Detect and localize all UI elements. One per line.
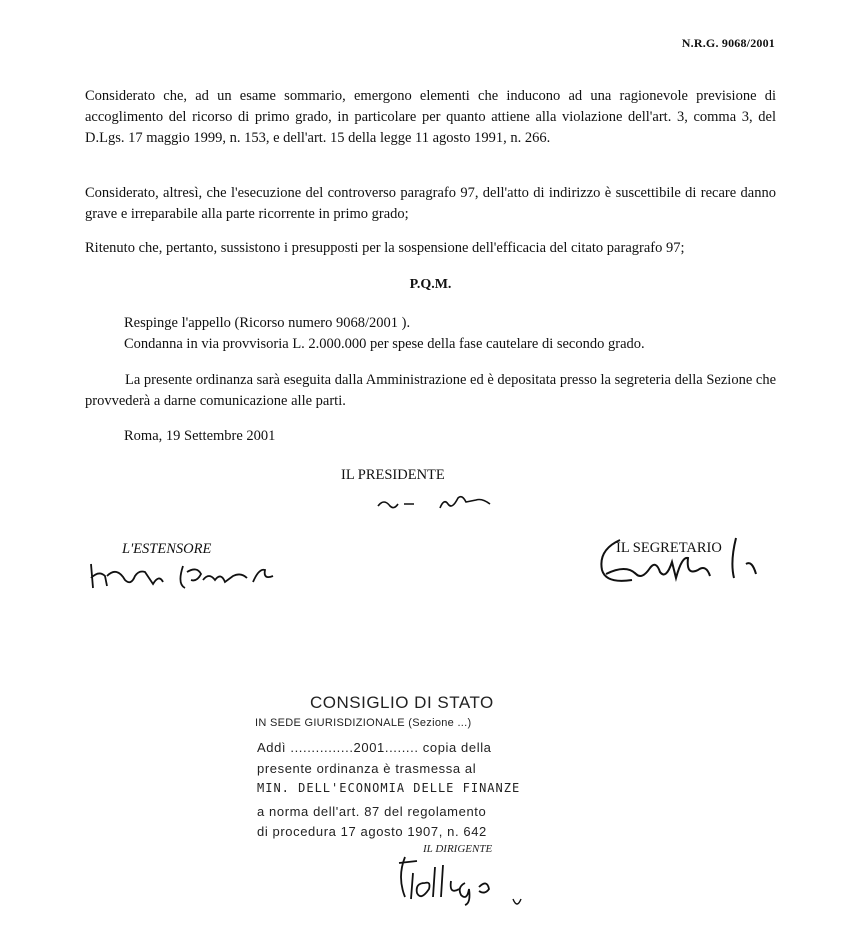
paragraph-ordinanza-text: La presente ordinanza sarà eseguita dalla Amministrazione ed è depositata presso la segreteria della Sezione che provvederà a darne comunicazione alle parti. xyxy=(85,372,777,409)
presidente-label: IL PRESIDENTE xyxy=(341,467,445,483)
stamp-line-procedure: di procedura 17 agosto 1907, n. 642 xyxy=(257,824,487,839)
segretario-label: IL SEGRETARIO xyxy=(616,540,722,556)
paragraph-considerato-1: Considerato che, ad un esame sommario, emergono elementi che inducono ad una ragionevole previsione di accoglimento del ricorso di primo grado, in particolare per quanto attiene alla violazione dell'art. 3, comma 3, del D.Lgs. 17 maggio 1999, n. 153, e dell'art. 15 della legge 11 agosto 1991, n. 266. xyxy=(85,88,776,146)
stamp-line-transmission: presente ordinanza è trasmessa al xyxy=(257,761,477,776)
estensore-label: L'ESTENSORE xyxy=(122,541,212,557)
paragraph-ordinanza xyxy=(85,370,776,412)
stamp-subtitle: IN SEDE GIURISDIZIONALE (Sezione ...) xyxy=(255,717,472,729)
stamp-dirigente-label: IL DIRIGENTE xyxy=(423,843,493,855)
paragraph-considerato-2: Considerato, altresì, che l'esecuzione del controverso paragrafo 97, dell'atto di indirizzo è suscettibile di recare danno grave e irreparabile alla parte ricorrente in primo grado; xyxy=(85,185,776,222)
pqm-heading: P.Q.M. xyxy=(409,277,452,292)
disposition-condanna: Condanna in via provvisoria L. 2.000.000 per spese della fase cautelare di secondo grado. xyxy=(124,336,645,352)
disposition-respinge: Respinge l'appello (Ricorso numero 9068/2001 ). xyxy=(124,315,411,331)
dirigente-signature xyxy=(395,853,535,911)
stamp-line-date: Addì ...............2001........ copia della xyxy=(257,740,492,755)
case-number: N.R.G. 9068/2001 xyxy=(681,36,775,50)
stamp-line-recipient: MIN. DELL'ECONOMIA DELLE FINANZE xyxy=(257,781,521,795)
estensore-signature xyxy=(85,556,295,592)
stamp-line-regulation: a norma dell'art. 87 del regolamento xyxy=(257,804,487,819)
presidente-signature xyxy=(370,490,510,518)
place-date: Roma, 19 Settembre 2001 xyxy=(124,428,276,444)
paragraph-ritenuto: Ritenuto che, pertanto, sussistono i presupposti per la sospensione dell'efficacia del citato paragrafo 97; xyxy=(85,240,685,256)
segretario-signature xyxy=(596,534,776,590)
certification-stamp xyxy=(255,693,600,913)
stamp-title: CONSIGLIO DI STATO xyxy=(310,693,494,712)
